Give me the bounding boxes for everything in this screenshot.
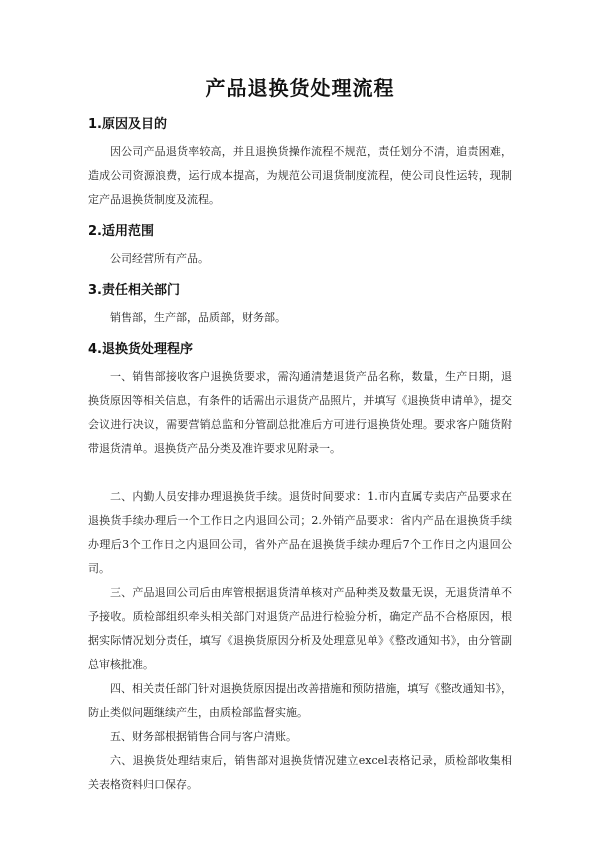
section-heading: 2.适用范围: [88, 224, 154, 239]
paragraph: 四、相关责任部门针对退换货原因提出改善措施和预防措施，填写《整改通知书》，防止类似问题继续产生，由质检部监督实施。: [88, 682, 512, 719]
section-departments: [88, 279, 512, 330]
paragraph: 销售部，生产部，品质部，财务部。: [110, 311, 286, 324]
section-scope: [88, 220, 512, 271]
section-purpose: [88, 113, 512, 212]
paragraph: 二、内勤人员安排办理退换货手续。退货时间要求：1.市内直属专卖店产品要求在退换货手续办理后一个工作日之内退回公司；2.外销产品要求：省内产品在退换货手续办理后3个工作日之内退回公司，省外产品在退换货手续办理后7个工作日之内退回公司。: [88, 490, 512, 575]
section-heading: 4.退换货处理程序: [88, 342, 193, 357]
paragraph: 六、退换货处理结束后，销售部对退换货情况建立excel表格记录，质检部收集相关表格资料归口保存。: [88, 754, 512, 791]
paragraph: 三、产品退回公司后由库管根据退货清单核对产品种类及数量无误，无退货清单不予接收。质检部组织牵头相关部门对退货产品进行检验分析，确定产品不合格原因，根据实际情况划分责任，填写《退换货原因分析及处理意见单》《整改通知书》，由分管副总审核批准。: [88, 586, 512, 671]
section-heading: 3.责任相关部门: [88, 283, 180, 298]
paragraph: 五、财务部根据销售合同与客户清账。: [110, 730, 297, 743]
paragraph: 因公司产品退货率较高，并且退换货操作流程不规范，责任划分不清，追责困难，造成公司资源浪费，运行成本提高，为规范公司退货制度流程，使公司良性运转，现制定产品退换货制度及流程。: [88, 145, 512, 206]
section-procedure: [88, 338, 512, 797]
paragraph: 公司经营所有产品。: [110, 252, 209, 265]
document-title: 产品退换货处理流程: [205, 76, 395, 100]
section-heading: 1.原因及目的: [88, 117, 167, 132]
paragraph: 一、销售部接收客户退换货要求，需沟通清楚退货产品名称，数量，生产日期，退换货原因等相关信息，有条件的话需出示退货产品照片，并填写《退换货申请单》，提交会议进行决议，需要营销总监和分管副总批准后方可进行退换货处理。要求客户随货附带退货清单。退换货产品分类及准许要求见附录一。: [88, 370, 512, 455]
